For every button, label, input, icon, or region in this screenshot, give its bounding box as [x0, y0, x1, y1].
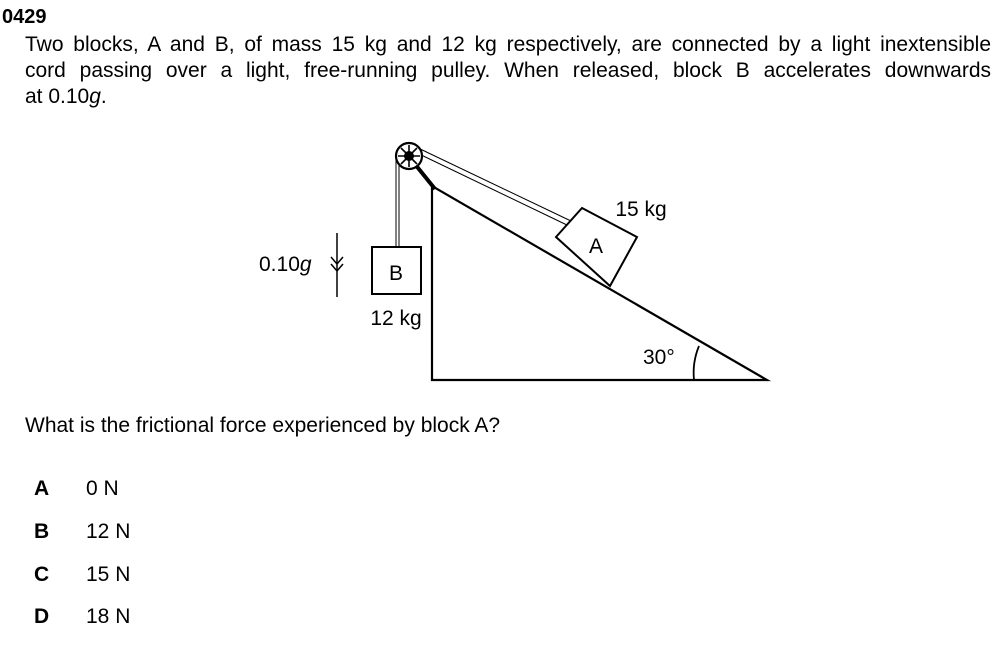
option-a-text: 0 N [86, 477, 119, 500]
question-prompt: What is the frictional force experienced by block A? [25, 414, 501, 437]
angle-arc [694, 346, 699, 380]
block-a-label: A [588, 235, 604, 258]
cord-to-a-top [416, 147, 571, 221]
option-a-letter: A [34, 477, 50, 500]
stem-g-symbol: g [89, 85, 101, 108]
stem-line-1: Two blocks, A and B, of mass 15 kg and 12 kg respectively, are connected by a light inextensible [25, 33, 991, 56]
stem-line-2: cord passing over a light, free-running pulley. When released, block B accelerates downwards [25, 59, 991, 82]
acceleration-label [259, 253, 312, 276]
block-b-mass: 12 kg [370, 307, 422, 330]
option-c-text: 15 N [86, 563, 131, 586]
acceleration-value: 0.10 [259, 253, 300, 276]
option-b-text: 12 N [86, 520, 131, 543]
stem-last-suffix: . [100, 85, 107, 108]
question-number: 0429 [2, 6, 47, 28]
option-b-letter: B [34, 520, 50, 543]
incline-triangle [432, 186, 767, 380]
block-b-label: B [388, 262, 404, 285]
pulley-wheel [396, 143, 422, 169]
angle-label: 30° [643, 346, 675, 369]
option-b[interactable] [34, 520, 130, 544]
option-d[interactable] [34, 605, 130, 629]
acceleration-arrow [331, 233, 343, 297]
acceleration-g-symbol: g [299, 253, 312, 276]
option-a[interactable] [34, 477, 119, 501]
option-c[interactable] [34, 563, 130, 587]
option-c-letter: C [34, 563, 50, 586]
option-d-letter: D [34, 605, 50, 628]
stem-last-prefix: at 0.10 [25, 85, 90, 108]
block-a-mass: 15 kg [615, 198, 667, 221]
option-d-text: 18 N [86, 605, 131, 628]
